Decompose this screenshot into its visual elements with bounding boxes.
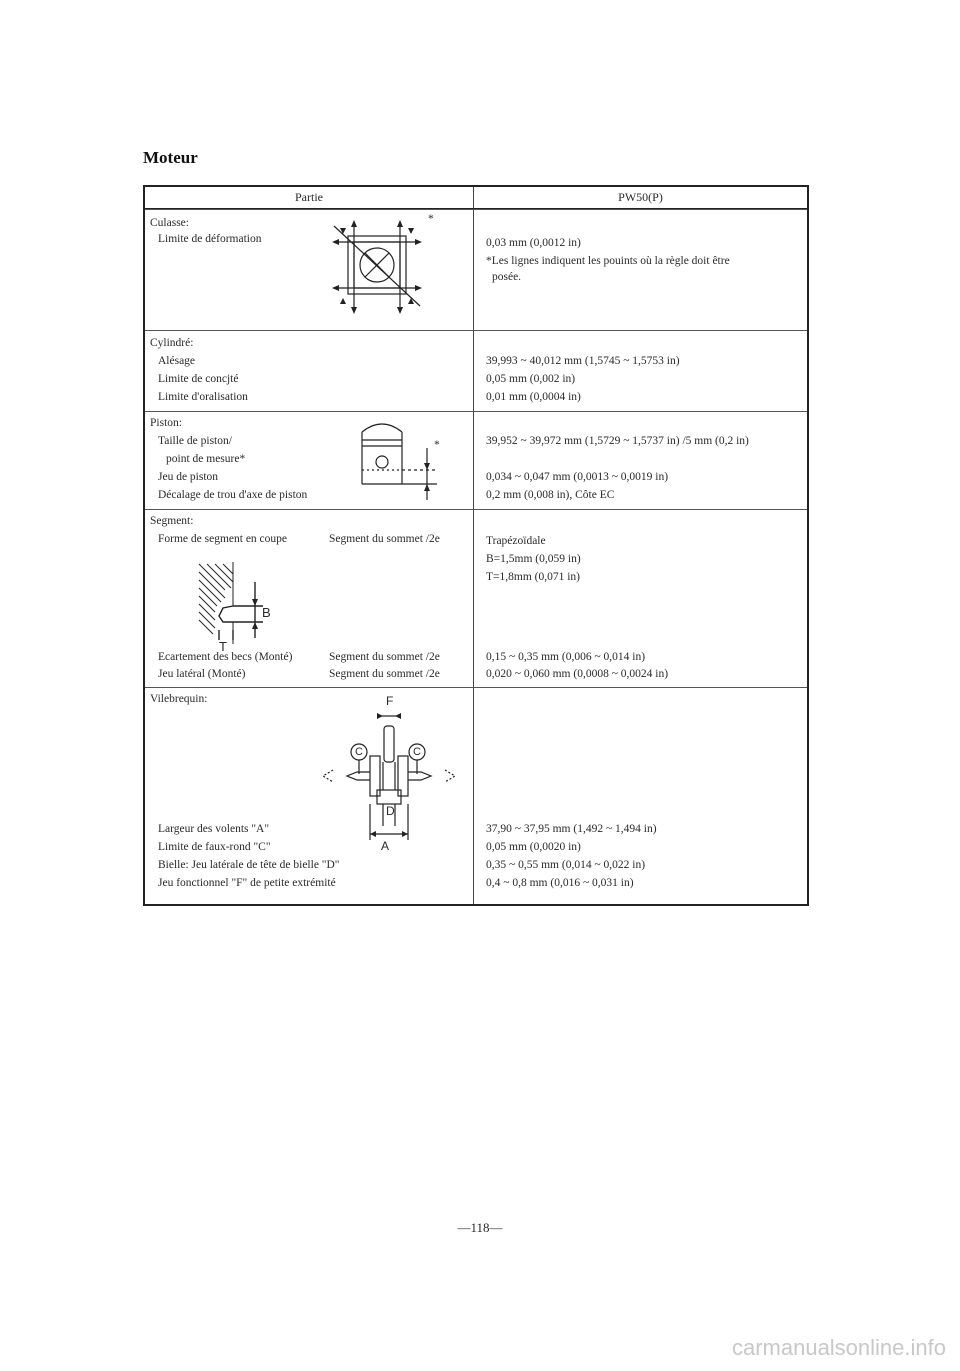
vilebrequin-value-runout: 0,05 mm (0,0020 in) (486, 841, 581, 853)
segment-value-side: 0,020 ~ 0,060 mm (0,0008 ~ 0,0024 in) (486, 668, 669, 680)
segment-value-gap: 0,15 ~ 0,35 mm (0,006 ~ 0,014 in) (486, 651, 646, 663)
vilebrequin-label-a: A (381, 839, 390, 853)
segment-value-t: T=1,8mm (0,071 in) (486, 571, 581, 583)
piston-heading: Piston: (150, 417, 182, 429)
row-cylindre (145, 330, 807, 411)
culasse-value: 0,03 mm (0,0012 in) (486, 237, 581, 249)
culasse-note-1: *Les lignes indiquent les pouints où la règle doit être (486, 255, 730, 267)
segment-gap-label: Ecartement des becs (Monté) (158, 651, 293, 663)
culasse-item: Limite de déformation (158, 233, 262, 245)
crankshaft-diagram (317, 708, 467, 848)
piston-size-line-1: Taille de piston/ (158, 435, 232, 447)
table-header (145, 187, 807, 209)
segment-heading: Segment: (150, 515, 194, 527)
vilebrequin-value-bigend: 0,35 ~ 0,55 mm (0,014 ~ 0,022 in) (486, 859, 646, 871)
segment-label-b: B (262, 605, 271, 620)
page-number: —118— (457, 1220, 503, 1235)
cylindre-item-roundness: Limite d'oralisation (158, 391, 248, 403)
page-title: Moteur (143, 148, 198, 167)
cylindre-item-taper: Limite de concjté (158, 373, 239, 385)
culasse-star: * (428, 213, 434, 225)
spec-table (143, 185, 809, 906)
segment-side-label: Jeu latéral (Monté) (158, 668, 246, 680)
segment-value-shape: Trapézoïdale (486, 535, 546, 547)
piston-offset-label: Décalage de trou d'axe de piston (158, 489, 308, 501)
vilebrequin-width-label: Largeur des volents "A" (158, 823, 270, 835)
row-culasse (145, 209, 807, 330)
vilebrequin-bigend-label: Bielle: Jeu latérale de tête de bielle "D" (158, 859, 340, 871)
piston-value-clearance: 0,034 ~ 0,047 mm (0,0013 ~ 0,0019 in) (486, 471, 669, 483)
cylindre-heading: Cylindré: (150, 337, 194, 349)
vilebrequin-label-f: F (386, 694, 394, 708)
piston-size-line-2: point de mesure* (166, 453, 246, 465)
segment-label-t: T (219, 639, 227, 654)
segment-shape-ring: Segment du sommet /2e (329, 533, 440, 545)
vilebrequin-label-c-left: C (355, 746, 363, 758)
vilebrequin-label-d: D (386, 804, 395, 818)
vilebrequin-label-c-right: C (413, 746, 421, 758)
header-part: Partie (145, 187, 474, 208)
culasse-heading: Culasse: (150, 217, 189, 229)
piston-clearance-label: Jeu de piston (158, 471, 219, 483)
segment-shape-label: Forme de segment en coupe (158, 533, 288, 545)
row-segment (145, 509, 807, 687)
segment-value-b: B=1,5mm (0,059 in) (486, 553, 581, 565)
piston-value-size: 39,952 ~ 39,972 mm (1,5729 ~ 1,5737 in) /5 mm (0,2 in) (486, 435, 749, 447)
segment-gap-ring: Segment du sommet /2e (329, 651, 440, 663)
cylindre-value-roundness: 0,01 mm (0,0004 in) (486, 391, 581, 403)
segment-side-ring: Segment du sommet /2e (329, 668, 440, 680)
vilebrequin-heading: Vilebrequin: (150, 693, 208, 705)
row-vilebrequin (145, 687, 807, 904)
piston-diagram (357, 414, 453, 504)
piston-star: * (434, 439, 440, 451)
piston-value-offset: 0,2 mm (0,008 in), Côte EC (486, 489, 615, 501)
vilebrequin-runout-label: Limite de faux-rond "C" (158, 841, 271, 853)
watermark: carmanualsonline.info (731, 1335, 946, 1360)
cylinder-head-flatness-diagram (320, 214, 430, 322)
piston-ring-cross-section-diagram (195, 558, 285, 646)
header-model: PW50(P) (618, 190, 663, 204)
row-piston (145, 411, 807, 509)
vilebrequin-value-smallend: 0,4 ~ 0,8 mm (0,016 ~ 0,031 in) (486, 877, 634, 889)
cylindre-item-bore: Alésage (158, 355, 196, 367)
vilebrequin-smallend-label: Jeu fonctionnel "F" de petite extrémité (158, 877, 336, 889)
cylindre-value-bore: 39,993 ~ 40,012 mm (1,5745 ~ 1,5753 in) (486, 355, 680, 367)
culasse-note-2: posée. (492, 271, 522, 283)
vilebrequin-value-width: 37,90 ~ 37,95 mm (1,492 ~ 1,494 in) (486, 823, 657, 835)
cylindre-value-taper: 0,05 mm (0,002 in) (486, 373, 576, 385)
